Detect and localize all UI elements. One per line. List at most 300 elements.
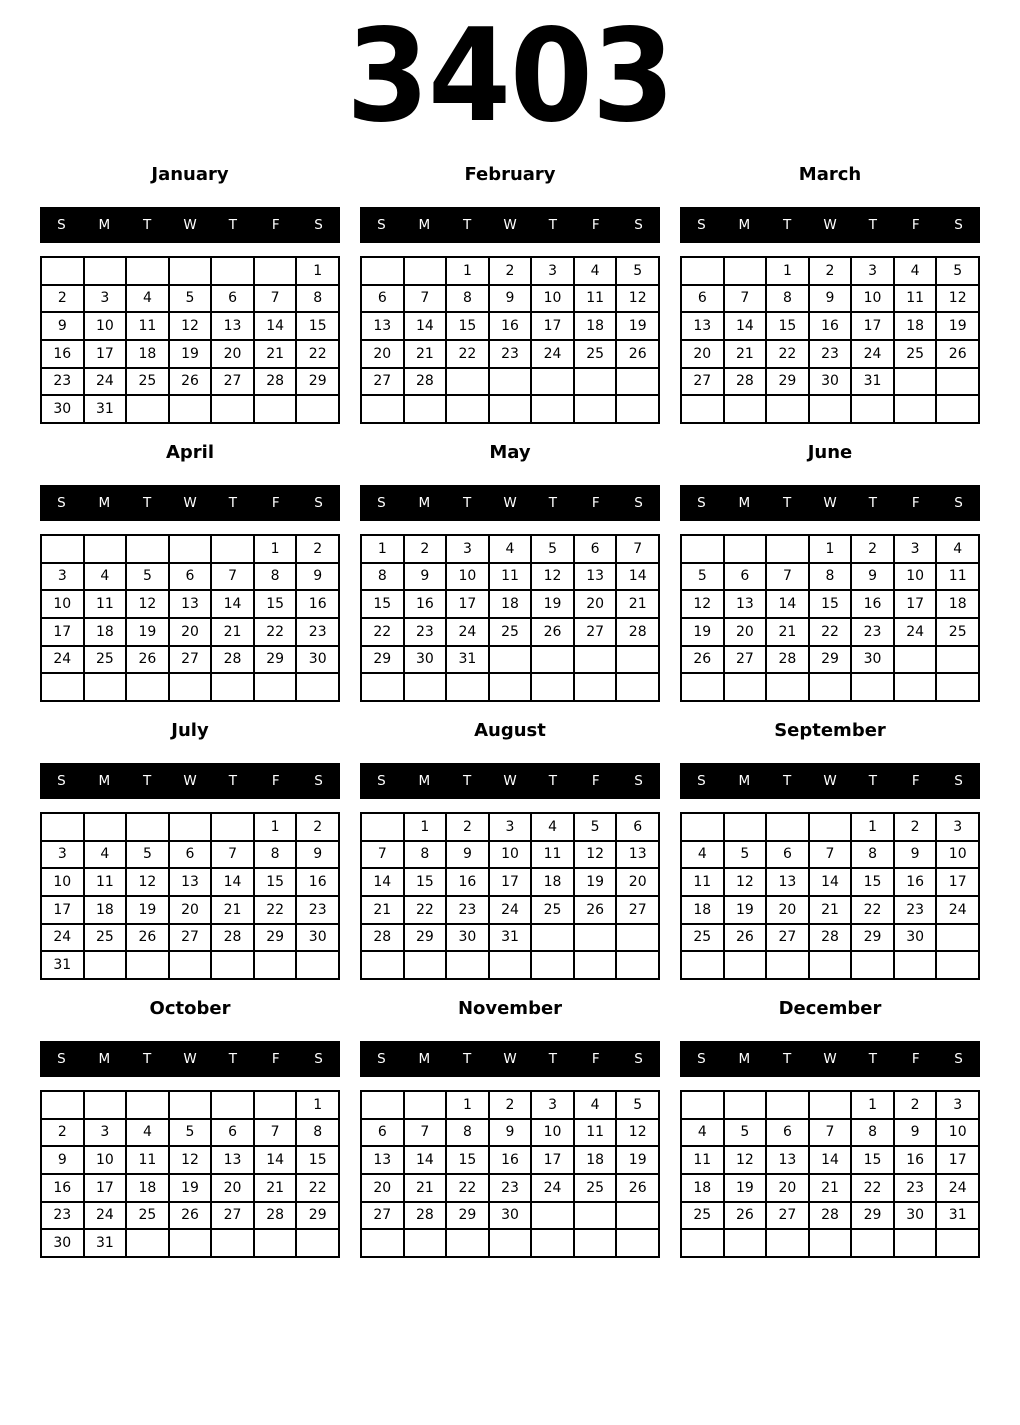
empty-day-cell <box>212 814 253 840</box>
day-cell: 14 <box>725 313 766 339</box>
day-cell: 25 <box>85 925 126 951</box>
empty-day-cell <box>447 369 488 395</box>
weekday-label: W <box>503 495 517 511</box>
empty-day-cell <box>127 1230 168 1256</box>
weekday-label: S <box>634 773 643 789</box>
empty-day-cell <box>297 1230 338 1256</box>
day-cell: 22 <box>767 341 808 367</box>
day-cell: 28 <box>810 1203 851 1229</box>
weekday-label: M <box>98 1051 111 1067</box>
day-cell: 3 <box>42 564 83 590</box>
day-cell: 14 <box>362 869 403 895</box>
empty-day-cell <box>937 369 978 395</box>
empty-day-cell <box>532 952 573 978</box>
day-cell: 28 <box>405 1203 446 1229</box>
day-cell: 3 <box>532 1092 573 1118</box>
day-cell: 12 <box>682 591 723 617</box>
day-cell: 26 <box>170 1203 211 1229</box>
day-cell: 14 <box>255 1147 296 1173</box>
day-cell: 28 <box>617 619 658 645</box>
day-grid <box>360 1090 660 1258</box>
day-cell: 4 <box>682 842 723 868</box>
day-cell: 16 <box>895 869 936 895</box>
empty-day-cell <box>255 396 296 422</box>
month-section <box>40 444 340 702</box>
day-cell: 3 <box>85 286 126 312</box>
weekday-label: W <box>503 773 517 789</box>
empty-day-cell <box>212 1092 253 1118</box>
weekday-label: S <box>634 1051 643 1067</box>
day-cell: 25 <box>575 341 616 367</box>
day-cell: 8 <box>447 1120 488 1146</box>
day-cell: 26 <box>617 341 658 367</box>
month-section <box>40 1000 340 1258</box>
day-cell: 2 <box>297 536 338 562</box>
day-cell: 9 <box>490 286 531 312</box>
weekday-label: S <box>954 773 963 789</box>
empty-day-cell <box>852 674 893 700</box>
day-cell: 3 <box>895 536 936 562</box>
day-cell: 21 <box>362 897 403 923</box>
day-cell: 27 <box>362 1203 403 1229</box>
day-cell: 19 <box>725 897 766 923</box>
weekday-label: S <box>377 217 386 233</box>
day-cell: 2 <box>297 814 338 840</box>
day-cell: 23 <box>852 619 893 645</box>
weekday-label: M <box>738 773 751 789</box>
day-cell: 13 <box>575 564 616 590</box>
day-cell: 5 <box>725 1120 766 1146</box>
weekday-label: M <box>98 217 111 233</box>
day-cell: 22 <box>255 897 296 923</box>
day-cell: 5 <box>170 286 211 312</box>
day-cell: 28 <box>255 369 296 395</box>
day-cell: 13 <box>170 869 211 895</box>
day-cell: 16 <box>490 1147 531 1173</box>
day-cell: 12 <box>170 1147 211 1173</box>
empty-day-cell <box>212 258 253 284</box>
day-cell: 7 <box>725 286 766 312</box>
day-cell: 23 <box>490 1175 531 1201</box>
day-cell: 29 <box>405 925 446 951</box>
empty-day-cell <box>810 1092 851 1118</box>
day-cell: 12 <box>617 1120 658 1146</box>
day-cell: 22 <box>297 341 338 367</box>
empty-day-cell <box>405 396 446 422</box>
empty-day-cell <box>682 396 723 422</box>
day-cell: 14 <box>767 591 808 617</box>
empty-day-cell <box>405 1230 446 1256</box>
day-cell: 18 <box>575 1147 616 1173</box>
day-cell: 14 <box>405 313 446 339</box>
day-cell: 30 <box>297 647 338 673</box>
weekday-label: T <box>548 773 557 789</box>
empty-day-cell <box>575 1203 616 1229</box>
empty-day-cell <box>725 952 766 978</box>
weekday-label: W <box>503 1051 517 1067</box>
empty-day-cell <box>575 647 616 673</box>
day-cell: 17 <box>532 1147 573 1173</box>
empty-day-cell <box>170 396 211 422</box>
empty-day-cell <box>255 1230 296 1256</box>
day-cell: 17 <box>937 869 978 895</box>
day-cell: 5 <box>170 1120 211 1146</box>
day-cell: 8 <box>362 564 403 590</box>
day-cell: 23 <box>895 897 936 923</box>
empty-day-cell <box>617 647 658 673</box>
day-cell: 23 <box>810 341 851 367</box>
day-cell: 19 <box>532 591 573 617</box>
day-cell: 29 <box>255 647 296 673</box>
day-cell: 10 <box>937 842 978 868</box>
day-cell: 15 <box>447 1147 488 1173</box>
day-cell: 5 <box>575 814 616 840</box>
empty-day-cell <box>532 1203 573 1229</box>
weekday-label: F <box>271 773 280 789</box>
weekday-label: T <box>228 217 237 233</box>
empty-day-cell <box>127 396 168 422</box>
day-cell: 1 <box>297 258 338 284</box>
day-cell: 18 <box>127 341 168 367</box>
weekday-label: T <box>143 1051 152 1067</box>
empty-day-cell <box>42 674 83 700</box>
empty-day-cell <box>297 674 338 700</box>
empty-day-cell <box>405 1092 446 1118</box>
day-cell: 30 <box>297 925 338 951</box>
day-cell: 6 <box>575 536 616 562</box>
month-section <box>40 722 340 980</box>
weekday-label: T <box>463 217 472 233</box>
empty-day-cell <box>937 952 978 978</box>
day-cell: 7 <box>362 842 403 868</box>
day-cell: 4 <box>575 258 616 284</box>
day-cell: 9 <box>297 842 338 868</box>
weekday-label: T <box>463 1051 472 1067</box>
empty-day-cell <box>85 674 126 700</box>
day-cell: 18 <box>937 591 978 617</box>
weekday-label: W <box>183 217 197 233</box>
month-section <box>680 1000 980 1258</box>
day-cell: 2 <box>852 536 893 562</box>
day-cell: 22 <box>405 897 446 923</box>
day-cell: 19 <box>682 619 723 645</box>
weekday-label: W <box>823 773 837 789</box>
empty-day-cell <box>810 674 851 700</box>
weekday-label: T <box>548 1051 557 1067</box>
empty-day-cell <box>575 925 616 951</box>
day-cell: 25 <box>127 369 168 395</box>
empty-day-cell <box>852 952 893 978</box>
weekday-label: T <box>868 495 877 511</box>
empty-day-cell <box>617 674 658 700</box>
day-grid <box>680 1090 980 1258</box>
day-cell: 3 <box>532 258 573 284</box>
calendar-page <box>0 2 1020 1258</box>
day-cell: 29 <box>297 369 338 395</box>
day-cell: 25 <box>682 1203 723 1229</box>
day-cell: 11 <box>532 842 573 868</box>
empty-day-cell <box>362 1230 403 1256</box>
weekday-label: S <box>57 495 66 511</box>
weekday-label: T <box>463 495 472 511</box>
weekday-label: S <box>697 1051 706 1067</box>
day-cell: 25 <box>127 1203 168 1229</box>
weekday-label: S <box>954 1051 963 1067</box>
day-cell: 11 <box>85 869 126 895</box>
empty-day-cell <box>767 1092 808 1118</box>
weekday-label: W <box>183 1051 197 1067</box>
day-cell: 3 <box>852 258 893 284</box>
day-cell: 5 <box>937 258 978 284</box>
day-cell: 17 <box>937 1147 978 1173</box>
empty-day-cell <box>255 952 296 978</box>
day-cell: 23 <box>405 619 446 645</box>
month-title: June <box>807 442 853 463</box>
day-cell: 14 <box>810 869 851 895</box>
weekday-label: M <box>418 217 431 233</box>
weekday-label: M <box>418 773 431 789</box>
day-cell: 28 <box>405 369 446 395</box>
day-cell: 18 <box>85 619 126 645</box>
empty-day-cell <box>362 952 403 978</box>
day-cell: 8 <box>852 842 893 868</box>
day-cell: 3 <box>85 1120 126 1146</box>
day-cell: 18 <box>532 869 573 895</box>
day-cell: 15 <box>297 1147 338 1173</box>
empty-day-cell <box>725 258 766 284</box>
empty-day-cell <box>895 396 936 422</box>
weekday-label: S <box>634 495 643 511</box>
day-cell: 17 <box>532 313 573 339</box>
day-cell: 23 <box>895 1175 936 1201</box>
weekday-label: S <box>314 773 323 789</box>
day-cell: 24 <box>937 897 978 923</box>
month-title: February <box>464 164 556 185</box>
weekday-header-bar <box>680 763 980 799</box>
empty-day-cell <box>127 952 168 978</box>
day-cell: 21 <box>810 1175 851 1201</box>
day-cell: 8 <box>405 842 446 868</box>
day-cell: 5 <box>127 564 168 590</box>
day-cell: 19 <box>575 869 616 895</box>
day-cell: 11 <box>490 564 531 590</box>
day-cell: 21 <box>810 897 851 923</box>
empty-day-cell <box>937 647 978 673</box>
day-cell: 14 <box>405 1147 446 1173</box>
day-cell: 16 <box>490 313 531 339</box>
day-cell: 11 <box>682 869 723 895</box>
day-cell: 9 <box>810 286 851 312</box>
day-cell: 5 <box>682 564 723 590</box>
day-cell: 12 <box>725 1147 766 1173</box>
day-cell: 12 <box>170 313 211 339</box>
day-cell: 9 <box>895 842 936 868</box>
day-cell: 22 <box>810 619 851 645</box>
empty-day-cell <box>725 396 766 422</box>
weekday-label: S <box>697 217 706 233</box>
day-cell: 29 <box>447 1203 488 1229</box>
day-cell: 11 <box>575 1120 616 1146</box>
empty-day-cell <box>447 396 488 422</box>
day-cell: 29 <box>362 647 403 673</box>
empty-day-cell <box>532 369 573 395</box>
empty-day-cell <box>170 258 211 284</box>
day-cell: 26 <box>725 925 766 951</box>
day-cell: 7 <box>810 842 851 868</box>
month-title: September <box>774 720 886 741</box>
day-cell: 13 <box>617 842 658 868</box>
month-section <box>680 722 980 980</box>
day-cell: 21 <box>212 619 253 645</box>
day-cell: 10 <box>490 842 531 868</box>
empty-day-cell <box>362 258 403 284</box>
day-cell: 6 <box>170 842 211 868</box>
day-cell: 24 <box>42 925 83 951</box>
day-cell: 30 <box>895 925 936 951</box>
month-title: January <box>151 164 229 185</box>
day-grid <box>40 1090 340 1258</box>
day-cell: 16 <box>297 869 338 895</box>
weekday-label: W <box>503 217 517 233</box>
day-cell: 20 <box>212 341 253 367</box>
day-cell: 1 <box>405 814 446 840</box>
month-section <box>360 1000 660 1258</box>
day-cell: 12 <box>725 869 766 895</box>
day-cell: 26 <box>170 369 211 395</box>
day-cell: 26 <box>532 619 573 645</box>
day-cell: 26 <box>682 647 723 673</box>
empty-day-cell <box>85 1092 126 1118</box>
weekday-label: F <box>591 773 600 789</box>
day-cell: 26 <box>937 341 978 367</box>
day-cell: 13 <box>725 591 766 617</box>
day-cell: 23 <box>297 619 338 645</box>
day-cell: 6 <box>725 564 766 590</box>
day-cell: 5 <box>725 842 766 868</box>
day-cell: 10 <box>852 286 893 312</box>
empty-day-cell <box>767 674 808 700</box>
empty-day-cell <box>810 1230 851 1256</box>
weekday-label: T <box>783 773 792 789</box>
day-cell: 31 <box>447 647 488 673</box>
day-cell: 27 <box>212 1203 253 1229</box>
day-cell: 27 <box>575 619 616 645</box>
day-cell: 15 <box>297 313 338 339</box>
month-title: March <box>798 164 862 185</box>
day-cell: 17 <box>85 341 126 367</box>
day-cell: 19 <box>170 1175 211 1201</box>
day-cell: 6 <box>362 286 403 312</box>
empty-day-cell <box>725 674 766 700</box>
day-cell: 6 <box>362 1120 403 1146</box>
day-cell: 2 <box>490 1092 531 1118</box>
day-cell: 1 <box>810 536 851 562</box>
day-cell: 9 <box>405 564 446 590</box>
empty-day-cell <box>255 1092 296 1118</box>
weekday-header-bar <box>40 207 340 243</box>
day-cell: 27 <box>767 925 808 951</box>
day-cell: 22 <box>447 1175 488 1201</box>
day-cell: 4 <box>937 536 978 562</box>
day-cell: 26 <box>617 1175 658 1201</box>
weekday-label: F <box>271 217 280 233</box>
month-section <box>680 444 980 702</box>
weekday-label: F <box>911 773 920 789</box>
empty-day-cell <box>617 1203 658 1229</box>
day-cell: 10 <box>42 869 83 895</box>
weekday-label: T <box>143 495 152 511</box>
day-cell: 20 <box>170 619 211 645</box>
empty-day-cell <box>490 952 531 978</box>
empty-day-cell <box>725 814 766 840</box>
weekday-label: M <box>418 1051 431 1067</box>
day-cell: 31 <box>42 952 83 978</box>
weekday-label: T <box>228 1051 237 1067</box>
day-cell: 22 <box>362 619 403 645</box>
day-cell: 10 <box>532 1120 573 1146</box>
month-title: May <box>489 442 531 463</box>
day-grid <box>680 534 980 702</box>
month-section <box>680 166 980 424</box>
empty-day-cell <box>85 536 126 562</box>
weekday-label: T <box>868 217 877 233</box>
weekday-label: T <box>143 217 152 233</box>
weekday-label: S <box>954 495 963 511</box>
months-grid <box>40 166 980 1258</box>
day-cell: 2 <box>810 258 851 284</box>
weekday-label: F <box>911 217 920 233</box>
day-cell: 10 <box>85 1147 126 1173</box>
weekday-header-bar <box>40 763 340 799</box>
empty-day-cell <box>852 1230 893 1256</box>
day-cell: 27 <box>682 369 723 395</box>
weekday-label: W <box>823 1051 837 1067</box>
day-cell: 15 <box>852 869 893 895</box>
day-cell: 27 <box>170 925 211 951</box>
day-cell: 7 <box>212 564 253 590</box>
weekday-label: S <box>314 1051 323 1067</box>
empty-day-cell <box>255 674 296 700</box>
weekday-label: T <box>783 217 792 233</box>
day-cell: 21 <box>725 341 766 367</box>
day-cell: 19 <box>937 313 978 339</box>
weekday-label: M <box>98 773 111 789</box>
weekday-label: T <box>548 217 557 233</box>
day-cell: 17 <box>852 313 893 339</box>
day-cell: 1 <box>767 258 808 284</box>
day-cell: 2 <box>895 814 936 840</box>
day-cell: 2 <box>447 814 488 840</box>
day-cell: 30 <box>852 647 893 673</box>
empty-day-cell <box>127 674 168 700</box>
day-grid <box>360 256 660 424</box>
empty-day-cell <box>617 369 658 395</box>
day-cell: 10 <box>85 313 126 339</box>
day-cell: 6 <box>767 842 808 868</box>
day-cell: 18 <box>575 313 616 339</box>
empty-day-cell <box>767 1230 808 1256</box>
empty-day-cell <box>42 258 83 284</box>
weekday-label: S <box>57 217 66 233</box>
weekday-label: T <box>228 773 237 789</box>
day-cell: 16 <box>405 591 446 617</box>
weekday-label: S <box>377 773 386 789</box>
day-cell: 18 <box>85 897 126 923</box>
empty-day-cell <box>575 1230 616 1256</box>
weekday-header-bar <box>40 1041 340 1077</box>
empty-day-cell <box>575 952 616 978</box>
day-cell: 11 <box>682 1147 723 1173</box>
